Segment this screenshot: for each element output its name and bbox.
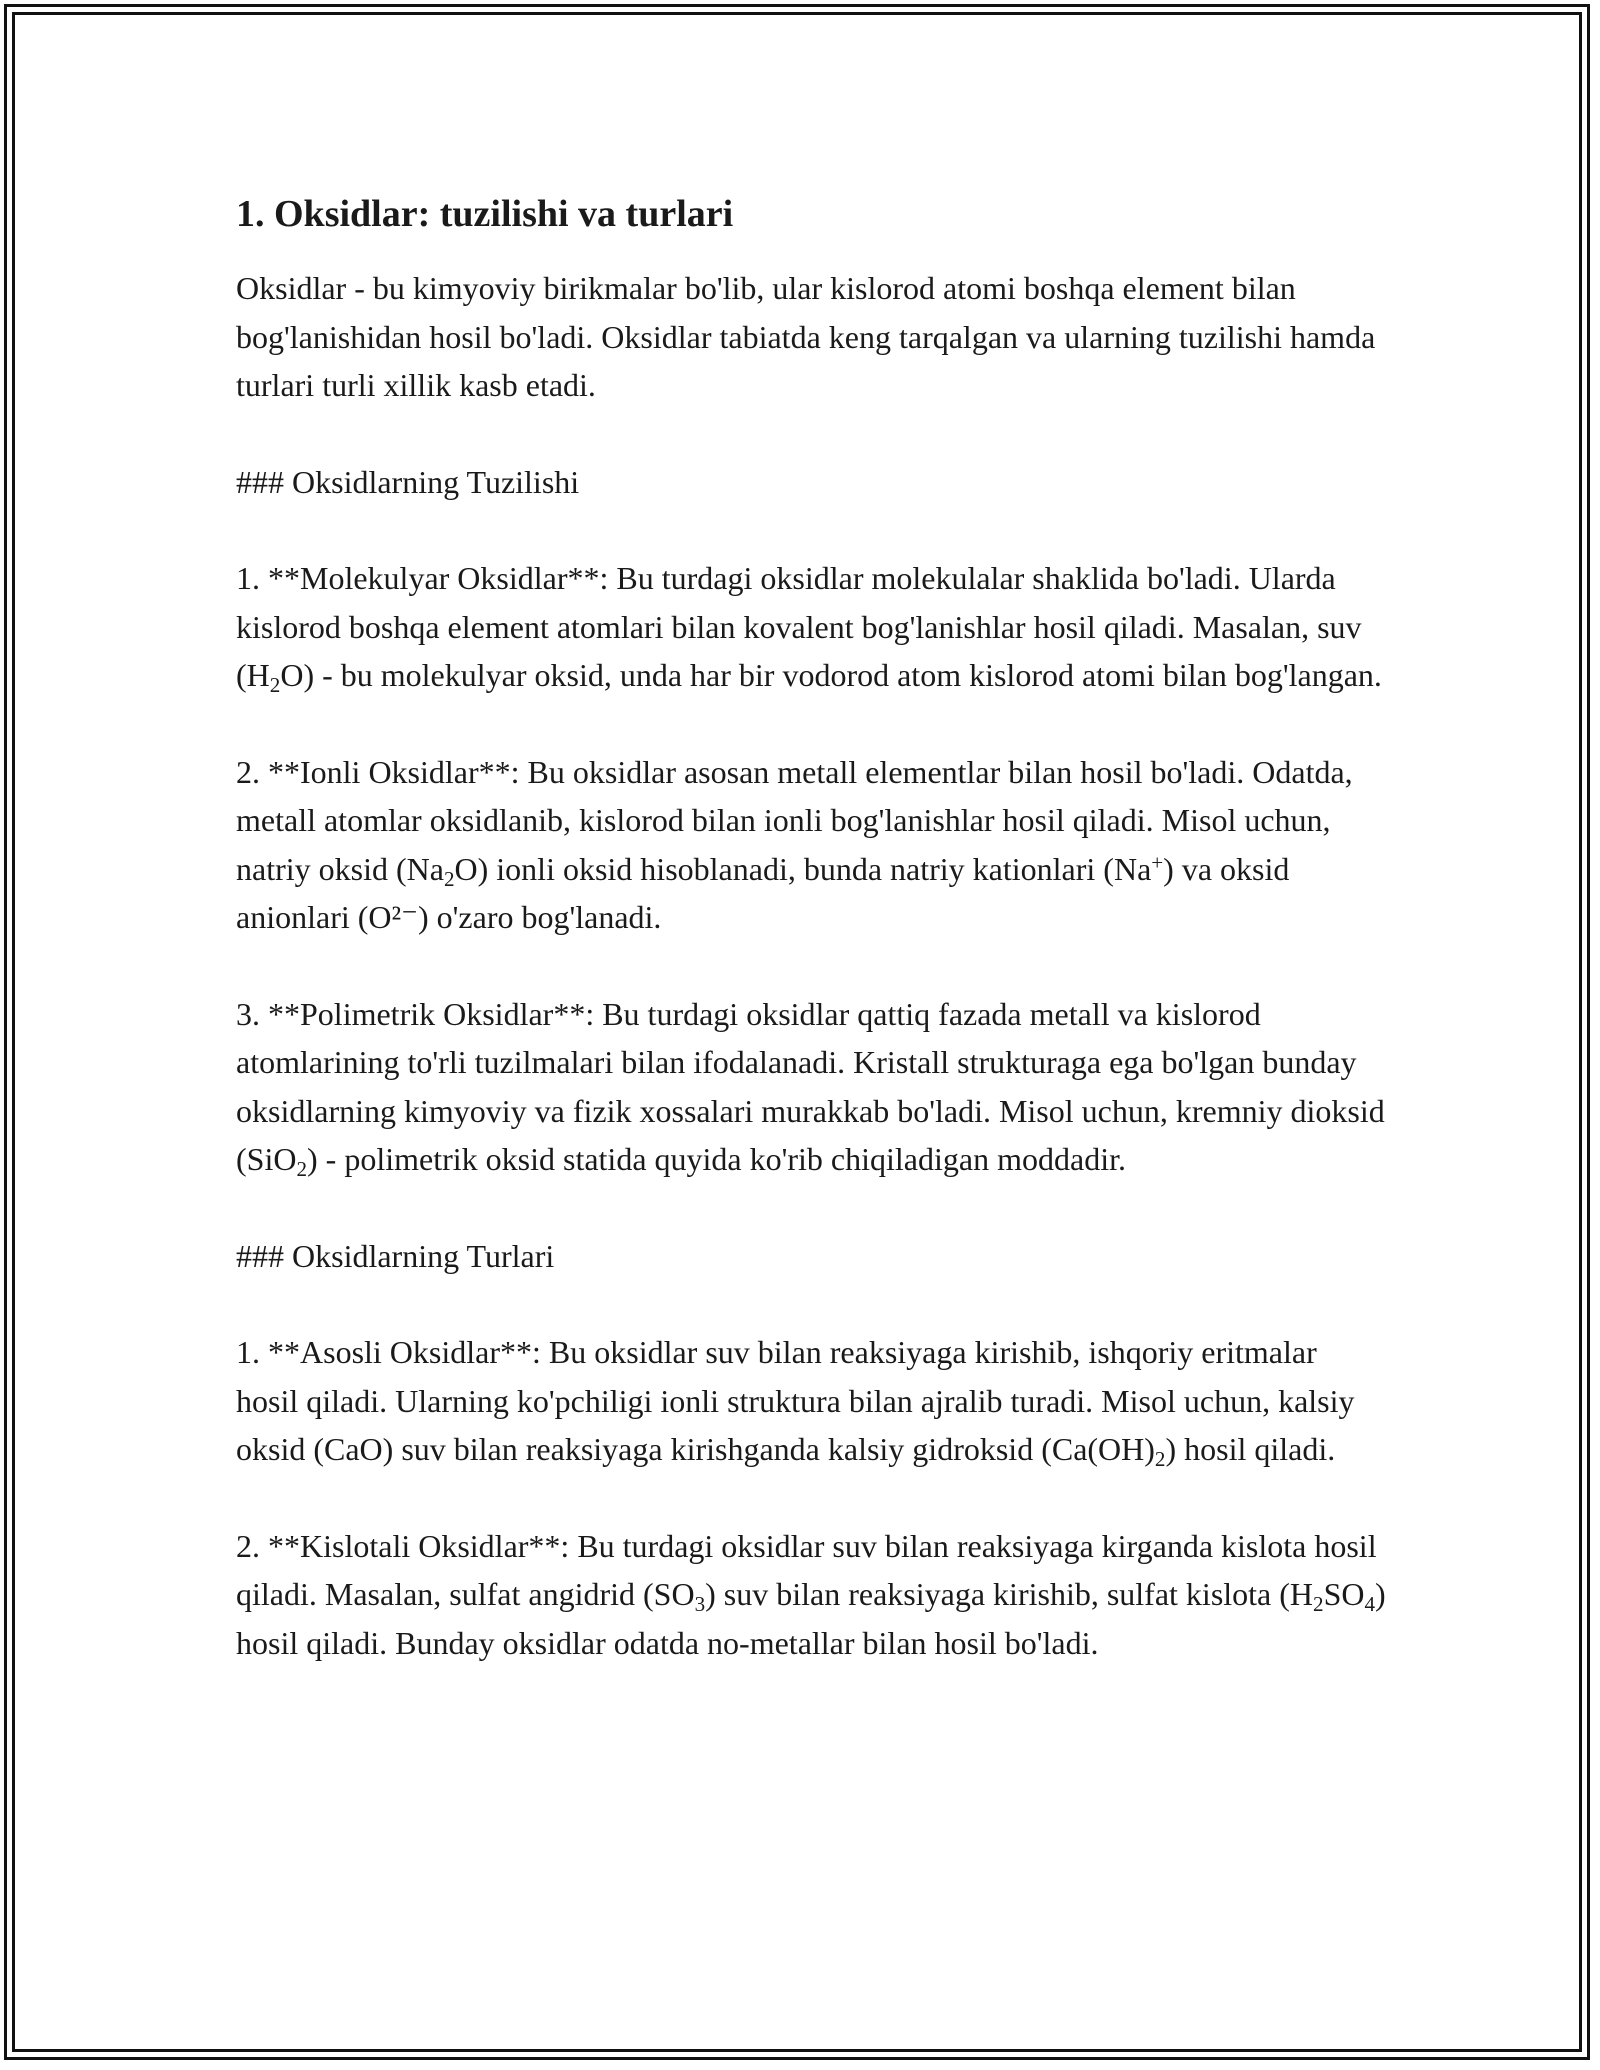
text-span: 2. **Kislotali Oksidlar**: Bu turdagi oksidlar suv bilan reaksiyaga kirganda kislota hosil qiladi. Masalan, sulfat angidrid (SO xyxy=(236,1527,1377,1612)
text-span: 2. **Ionli Oksidlar**: Bu oksidlar asosan metall elementlar bilan hosil bo'ladi. Odatda, metall atomlar oksidlanib, kislorod bilan ionli bog'lanishlar hosil qiladi. Misol uchun, natriy oksid (Na xyxy=(236,753,1353,887)
subscript: 3 xyxy=(694,1591,706,1616)
list-item-polimetrik xyxy=(236,990,1386,1184)
text-span: 1. **Molekulyar Oksidlar**: Bu turdagi oksidlar molekulalar shaklida bo'ladi. Ularda kislorod boshqa element atomlari bilan kovalent bog'lanishlar hosil qiladi. Masalan, suv (H xyxy=(236,560,1362,693)
text-span: SO xyxy=(1323,1576,1365,1612)
document-body xyxy=(236,190,1386,1667)
subscript: 2 xyxy=(1154,1446,1166,1471)
text-span: O) - bu molekulyar oksid, unda har bir vodorod atom kislorod atomi bilan bog'langan. xyxy=(280,657,1382,693)
section-heading-turlari: ### Oksidlarning Turlari xyxy=(236,1237,555,1274)
text-span: ) hosil qiladi. Bunday oksidlar odatda no-metallar bilan hosil bo'ladi. xyxy=(236,1576,1386,1661)
subscript: 2 xyxy=(269,672,281,697)
text-span: O) ionli oksid hisoblanadi, bunda natriy kationlari (Na xyxy=(454,850,1152,887)
text-span: ) hosil qiladi. xyxy=(1165,1431,1336,1467)
section-heading-tuzilishi: ### Oksidlarning Tuzilishi xyxy=(236,463,580,500)
subscript: 2 xyxy=(443,866,455,891)
text-span: ) va oksid anionlari (O²⁻) o'zaro bog'lanadi. xyxy=(236,850,1290,935)
subscript: 2 xyxy=(296,1156,308,1181)
subscript: 4 xyxy=(1364,1591,1376,1616)
text-span: 3. **Polimetrik Oksidlar**: Bu turdagi oksidlar qattiq fazada metall va kislorod atomlarining to'rli tuzilmalari bilan ifodalanadi. Kristall strukturaga ega bo'lgan bunday oksidlarning kimyoviy va fizik xossalari murakkab bo'ladi. Misol uchun, kremniy dioksid (SiO xyxy=(236,995,1385,1177)
text-span: ) - polimetrik oksid statida quyida ko'rib chiqiladigan moddadir. xyxy=(307,1141,1126,1177)
superscript: + xyxy=(1151,849,1164,874)
list-item-ionli xyxy=(236,748,1386,942)
list-item-asosli xyxy=(236,1328,1386,1474)
list-item-kislotali xyxy=(236,1522,1386,1668)
subscript: 2 xyxy=(1313,1591,1324,1616)
document-title: 1. Oksidlar: tuzilishi va turlari xyxy=(236,193,734,235)
list-item-molekulyar xyxy=(236,554,1386,700)
intro-paragraph: Oksidlar - bu kimyoviy birikmalar bo'lib, ular kislorod atomi boshqa element bilan bog'lanishidan hosil bo'ladi. Oksidlar tabiatda keng tarqalgan va ularning tuzilishi hamda turlari turli xillik kasb etadi. xyxy=(236,270,1376,403)
text-span: ) suv bilan reaksiyaga kirishib, sulfat kislota (H xyxy=(705,1576,1314,1612)
text-span: 1. **Asosli Oksidlar**: Bu oksidlar suv bilan reaksiyaga kirishib, ishqoriy eritmalar hosil qiladi. Ularning ko'pchiligi ionli struktura bilan ajralib turadi. Misol uchun, kalsiy oksid (CaO) suv bilan reaksiyaga kirishganda kalsiy gidroksid (Ca(OH) xyxy=(236,1334,1355,1467)
